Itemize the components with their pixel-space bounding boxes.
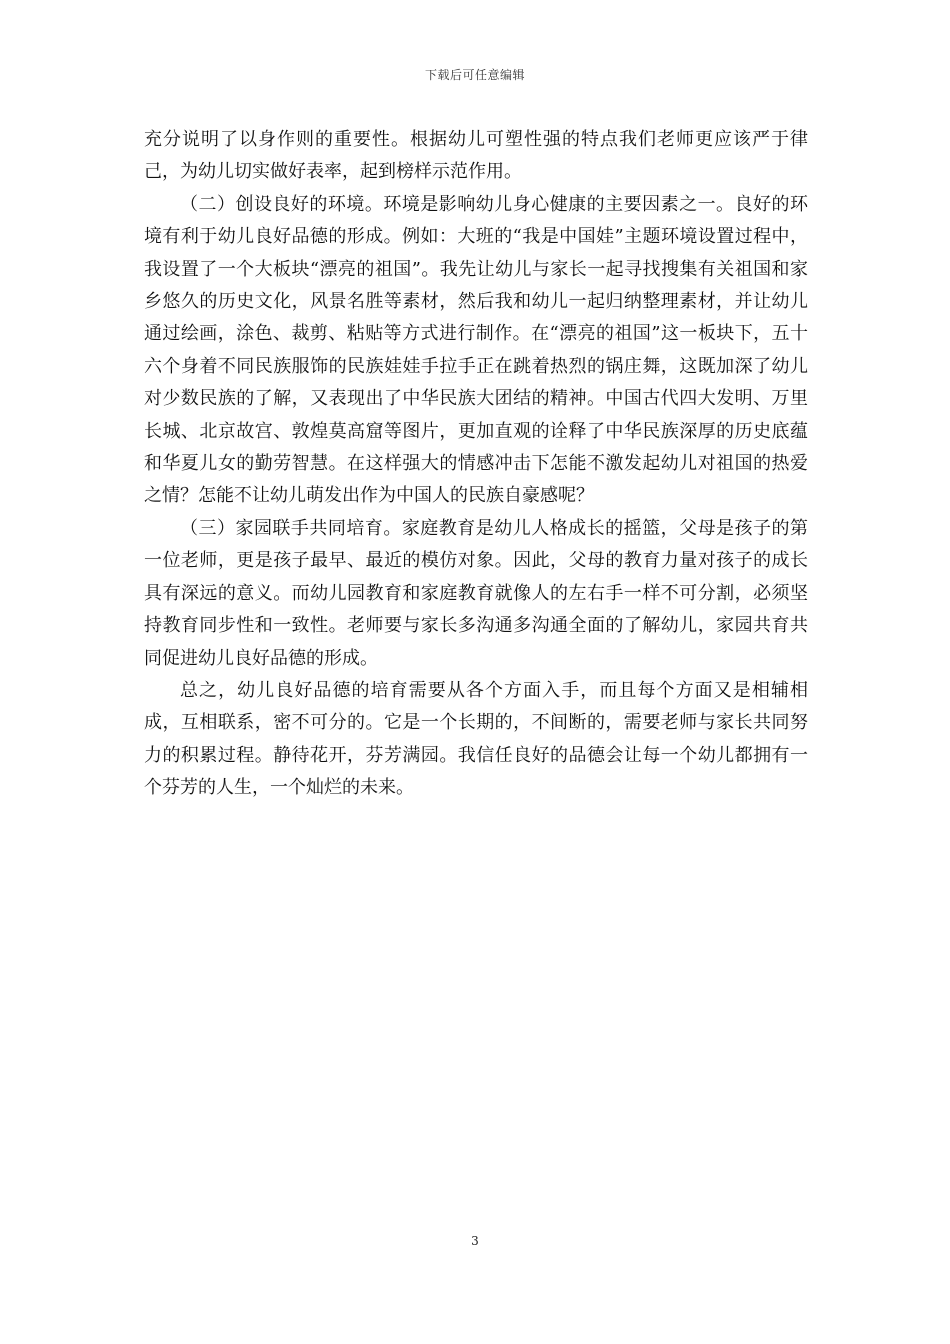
document-body <box>144 124 808 805</box>
paragraph-environment: （二）创设良好的环境。环境是影响幼儿身心健康的主要因素之一。良好的环境有利于幼儿良好品德的形成。例如：大班的“我是中国娃”主题环境设置过程中，我设置了一个大板块“漂亮的祖国”。我先让幼儿与家长一起寻找搜集有关祖国和家乡悠久的历史文化，风景名胜等素材，然后我和幼儿一起归纳整理素材，并让幼儿通过绘画，涂色、裁剪、粘贴等方式进行制作。在“漂亮的祖国”这一板块下，五十六个身着不同民族服饰的民族娃娃手拉手正在跳着热烈的锅庄舞，这既加深了幼儿对少数民族的了解，又表现出了中华民族大团结的精神。中国古代四大发明、万里长城、北京故宫、敦煌莫高窟等图片，更加直观的诠释了中华民族深厚的历史底蕴和华夏儿女的勤劳智慧。在这样强大的情感冲击下怎能不激发起幼儿对祖国的热爱之情？怎能不让幼儿萌发出作为中国人的民族自豪感呢？ <box>144 193 808 507</box>
page-number: 3 <box>471 1234 479 1248</box>
page-header: 下载后可任意编辑 <box>424 68 525 82</box>
paragraph-conclusion: 总之，幼儿良好品德的培育需要从各个方面入手，而且每个方面又是相辅相成，互相联系，密不可分的。它是一个长期的，不间断的，需要老师与家长共同努力的积累过程。静待花开，芬芳满园。我信任良好的品德会让每一个幼儿都拥有一个芬芳的人生，一个灿烂的未来。 <box>144 679 808 799</box>
paragraph-home-school: （三）家园联手共同培育。家庭教育是幼儿人格成长的摇篮，父母是孩子的第一位老师，更是孩子最早、最近的模仿对象。因此，父母的教育力量对孩子的成长具有深远的意义。而幼儿园教育和家庭教育就像人的左右手一样不可分割，必须坚持教育同步性和一致性。老师要与家长多沟通多沟通全面的了解幼儿，家园共育共同促进幼儿良好品德的形成。 <box>144 517 808 669</box>
paragraph-continuation: 充分说明了以身作则的重要性。根据幼儿可塑性强的特点我们老师更应该严于律己，为幼儿切实做好表率，起到榜样示范作用。 <box>144 129 808 183</box>
